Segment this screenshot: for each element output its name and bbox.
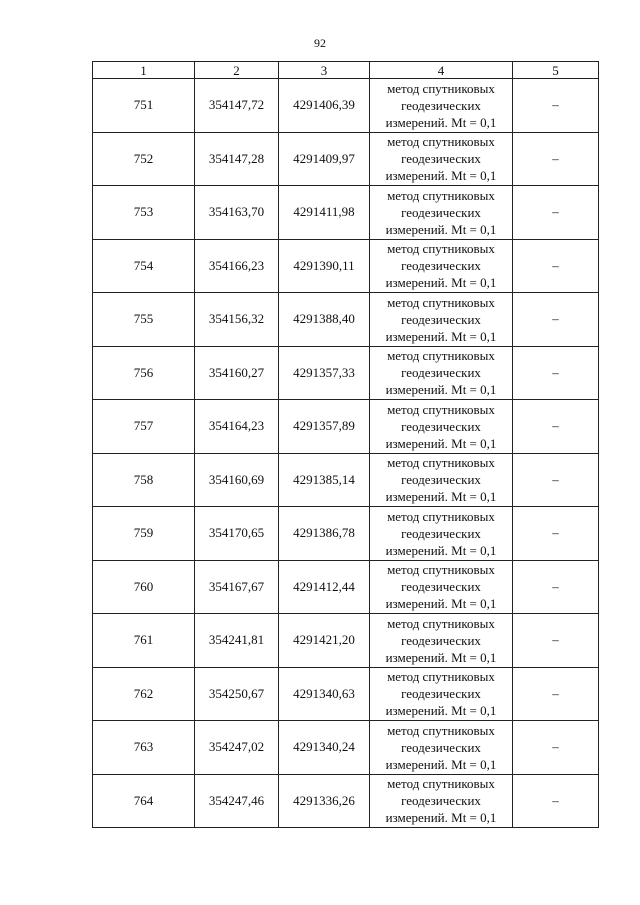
coordinate-y: 4291357,89 — [279, 400, 370, 454]
point-number: 760 — [93, 560, 195, 614]
coordinate-x: 354147,28 — [195, 132, 279, 186]
point-number: 763 — [93, 721, 195, 775]
coordinate-x: 354170,65 — [195, 507, 279, 561]
method-line-3: измерений. Mt = 0,1 — [385, 810, 497, 826]
table-row — [93, 400, 599, 454]
method-line-2: геодезических — [401, 418, 481, 434]
method-line-3: измерений. Mt = 0,1 — [385, 542, 497, 558]
table-row — [93, 667, 599, 721]
method-line-2: геодезических — [401, 204, 481, 220]
column-5-value: – — [513, 346, 599, 400]
coordinate-y: 4291386,78 — [279, 507, 370, 561]
header-col-4: 4 — [370, 62, 513, 79]
coordinate-y: 4291390,11 — [279, 239, 370, 293]
column-5-value: – — [513, 293, 599, 347]
coordinate-y: 4291388,40 — [279, 293, 370, 347]
method-line-1: метод спутниковых — [387, 241, 495, 257]
header-row — [93, 62, 599, 79]
column-5-value: – — [513, 774, 599, 828]
table-row — [93, 132, 599, 186]
column-5-value: – — [513, 507, 599, 561]
method-line-2: геодезических — [401, 579, 481, 595]
coordinate-x: 354160,27 — [195, 346, 279, 400]
coordinate-y: 4291340,63 — [279, 667, 370, 721]
header-col-5: 5 — [513, 62, 599, 79]
method-description — [370, 560, 513, 614]
table-row — [93, 79, 599, 133]
coordinate-x: 354164,23 — [195, 400, 279, 454]
column-5-value: – — [513, 400, 599, 454]
method-line-2: геодезических — [401, 97, 481, 113]
method-line-2: геодезических — [401, 632, 481, 648]
method-line-1: метод спутниковых — [387, 615, 495, 631]
method-line-1: метод спутниковых — [387, 134, 495, 150]
method-line-3: измерений. Mt = 0,1 — [385, 649, 497, 665]
coordinate-x: 354167,67 — [195, 560, 279, 614]
table-row — [93, 614, 599, 668]
method-line-3: измерений. Mt = 0,1 — [385, 596, 497, 612]
method-description — [370, 614, 513, 668]
coordinate-x: 354156,32 — [195, 293, 279, 347]
column-5-value: – — [513, 560, 599, 614]
method-line-2: геодезических — [401, 793, 481, 809]
coordinate-y: 4291385,14 — [279, 453, 370, 507]
method-description — [370, 774, 513, 828]
method-line-1: метод спутниковых — [387, 348, 495, 364]
point-number: 762 — [93, 667, 195, 721]
method-line-1: метод спутниковых — [387, 294, 495, 310]
method-description — [370, 721, 513, 775]
header-col-3: 3 — [279, 62, 370, 79]
point-number: 755 — [93, 293, 195, 347]
method-description — [370, 453, 513, 507]
coordinate-x: 354250,67 — [195, 667, 279, 721]
coordinate-x: 354163,70 — [195, 186, 279, 240]
coordinate-y: 4291411,98 — [279, 186, 370, 240]
method-line-3: измерений. Mt = 0,1 — [385, 382, 497, 398]
method-line-1: метод спутниковых — [387, 187, 495, 203]
column-5-value: – — [513, 614, 599, 668]
method-line-2: геодезических — [401, 365, 481, 381]
column-5-value: – — [513, 453, 599, 507]
method-line-3: измерений. Mt = 0,1 — [385, 168, 497, 184]
point-number: 751 — [93, 79, 195, 133]
coordinate-x: 354160,69 — [195, 453, 279, 507]
coordinate-y: 4291421,20 — [279, 614, 370, 668]
method-line-3: измерений. Mt = 0,1 — [385, 114, 497, 130]
method-line-2: геодезических — [401, 472, 481, 488]
header-col-1: 1 — [93, 62, 195, 79]
point-number: 754 — [93, 239, 195, 293]
coordinate-x: 354147,72 — [195, 79, 279, 133]
method-description — [370, 186, 513, 240]
point-number: 756 — [93, 346, 195, 400]
table-row — [93, 346, 599, 400]
table-row — [93, 560, 599, 614]
page-number: 92 — [314, 36, 326, 50]
table-row — [93, 453, 599, 507]
coordinate-x: 354166,23 — [195, 239, 279, 293]
method-line-3: измерений. Mt = 0,1 — [385, 435, 497, 451]
method-line-3: измерений. Mt = 0,1 — [385, 275, 497, 291]
method-line-3: измерений. Mt = 0,1 — [385, 703, 497, 719]
method-line-3: измерений. Mt = 0,1 — [385, 221, 497, 237]
point-number: 752 — [93, 132, 195, 186]
coordinate-x: 354241,81 — [195, 614, 279, 668]
method-description — [370, 239, 513, 293]
method-line-2: геодезических — [401, 739, 481, 755]
column-5-value: – — [513, 79, 599, 133]
method-line-1: метод спутниковых — [387, 508, 495, 524]
table-row — [93, 186, 599, 240]
column-5-value: – — [513, 667, 599, 721]
method-line-3: измерений. Mt = 0,1 — [385, 756, 497, 772]
column-5-value: – — [513, 132, 599, 186]
column-5-value: – — [513, 721, 599, 775]
table-row — [93, 721, 599, 775]
method-line-1: метод спутниковых — [387, 401, 495, 417]
header-col-2: 2 — [195, 62, 279, 79]
method-description — [370, 507, 513, 561]
point-number: 753 — [93, 186, 195, 240]
point-number: 758 — [93, 453, 195, 507]
coordinate-y: 4291409,97 — [279, 132, 370, 186]
coordinate-y: 4291340,24 — [279, 721, 370, 775]
coordinate-x: 354247,46 — [195, 774, 279, 828]
point-number: 761 — [93, 614, 195, 668]
method-line-1: метод спутниковых — [387, 455, 495, 471]
method-description — [370, 293, 513, 347]
coordinates-table — [92, 61, 599, 828]
method-description — [370, 79, 513, 133]
method-line-1: метод спутниковых — [387, 562, 495, 578]
method-description — [370, 667, 513, 721]
method-description — [370, 400, 513, 454]
column-5-value: – — [513, 239, 599, 293]
column-5-value: – — [513, 186, 599, 240]
method-line-2: геодезических — [401, 311, 481, 327]
method-line-2: геодезических — [401, 258, 481, 274]
coordinate-y: 4291406,39 — [279, 79, 370, 133]
method-line-1: метод спутниковых — [387, 722, 495, 738]
method-line-2: геодезических — [401, 151, 481, 167]
method-description — [370, 132, 513, 186]
point-number: 759 — [93, 507, 195, 561]
coordinate-y: 4291412,44 — [279, 560, 370, 614]
table-row — [93, 293, 599, 347]
method-line-2: геодезических — [401, 525, 481, 541]
coordinate-y: 4291336,26 — [279, 774, 370, 828]
method-line-1: метод спутниковых — [387, 776, 495, 792]
method-description — [370, 346, 513, 400]
method-line-2: геодезических — [401, 686, 481, 702]
table-row — [93, 507, 599, 561]
coordinate-x: 354247,02 — [195, 721, 279, 775]
table-row — [93, 239, 599, 293]
point-number: 764 — [93, 774, 195, 828]
method-line-1: метод спутниковых — [387, 669, 495, 685]
method-line-1: метод спутниковых — [387, 80, 495, 96]
coordinate-y: 4291357,33 — [279, 346, 370, 400]
table-row — [93, 774, 599, 828]
point-number: 757 — [93, 400, 195, 454]
method-line-3: измерений. Mt = 0,1 — [385, 489, 497, 505]
method-line-3: измерений. Mt = 0,1 — [385, 328, 497, 344]
